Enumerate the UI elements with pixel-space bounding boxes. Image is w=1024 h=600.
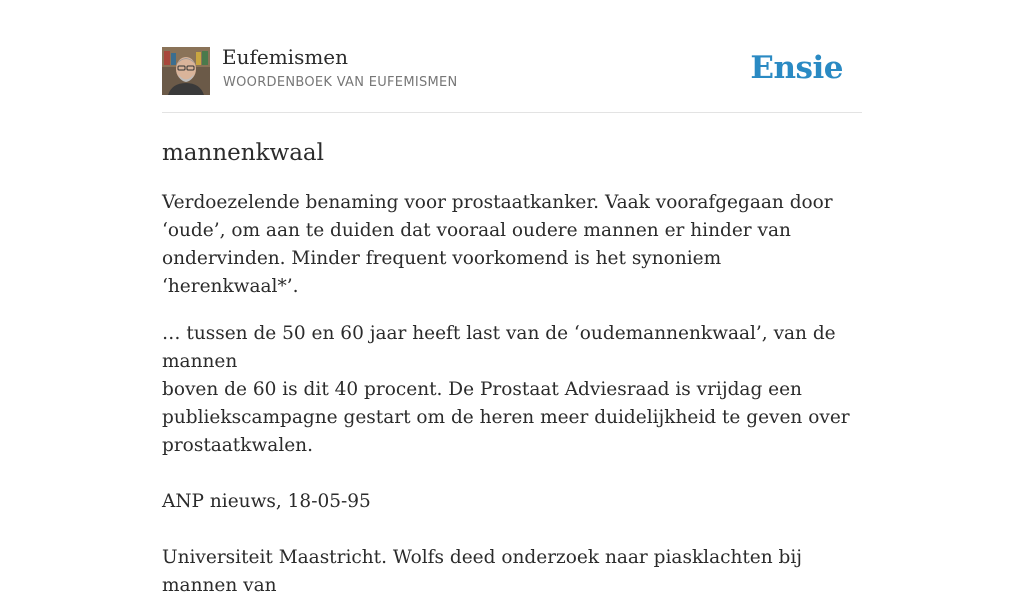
quote-line: boven de 60 is dit 40 procent. De Prostaat Adviesraad is vrijdag een [162,379,802,400]
quote-source: ANP nieuws, 18-05-95 [162,491,371,512]
site-header [162,0,862,113]
entry-definition: Verdoezelende benaming voor prostaatkanker. Vaak voorafgegaan door ‘oude’, om aan te duiden dat vooraal oudere mannen er hinder van ondervinden. Minder frequent voorkomend is het synoniem ‘herenkwaal*’. [162,192,833,297]
quote-line: publiekscampagne gestart om de heren meer duidelijkheid te geven over [162,407,850,428]
quote-line: prostaatkwalen. [162,435,313,456]
site-subtitle: WOORDENBOEK VAN EUFEMISMEN [223,75,458,90]
quote-line: Universiteit Maastricht. Wolfs deed onderzoek naar piasklachten bij mannen van [162,547,803,596]
quote-line [162,460,862,488]
site-title[interactable]: Eufemismen [222,45,349,69]
quote-line [162,516,862,544]
page [162,0,862,600]
quote-line: … tussen de 50 en 60 jaar heeft last van de ‘oudemannenkwaal’, van de mannen [162,323,836,372]
entry-headword: mannenkwaal [162,140,324,166]
author-portrait-icon[interactable] [162,47,210,95]
entry-quote [162,320,862,600]
ensie-logo[interactable]: Ensie [750,50,843,86]
